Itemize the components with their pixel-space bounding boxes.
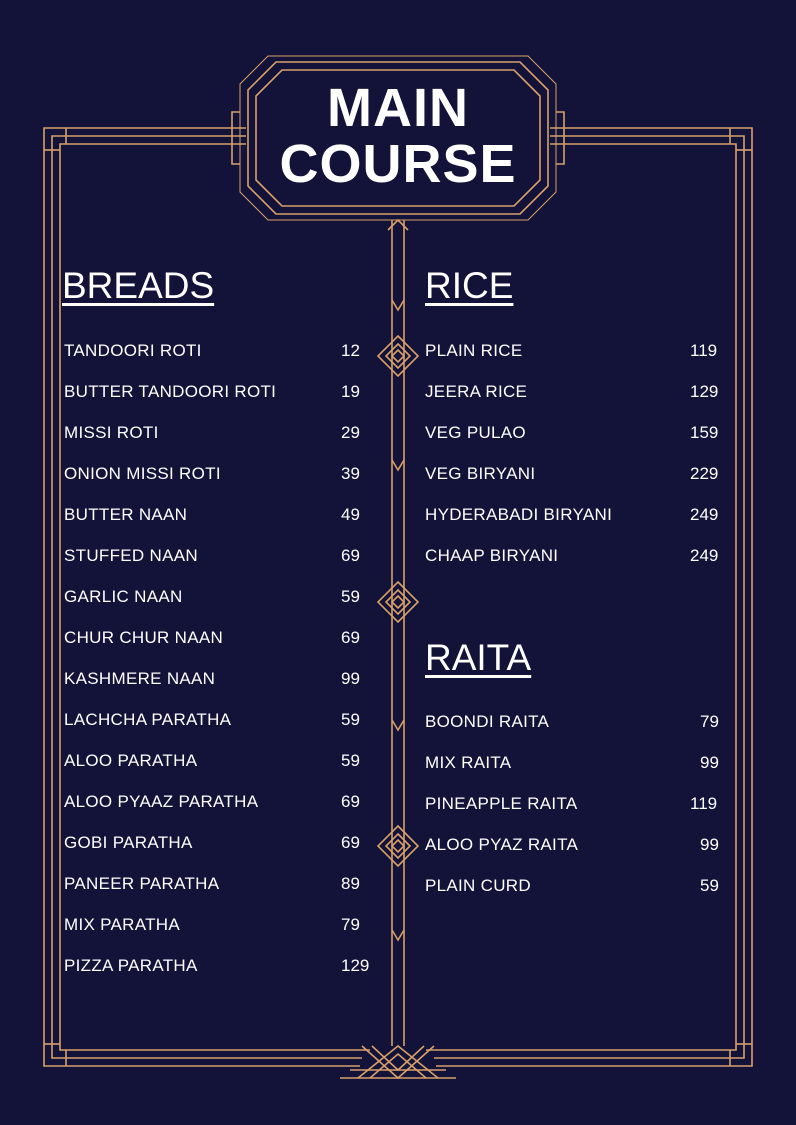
menu-item xyxy=(425,835,735,876)
menu-item xyxy=(64,628,376,669)
menu-item xyxy=(64,341,376,382)
item-name: VEG BIRYANI xyxy=(425,464,536,483)
menu-item xyxy=(425,876,735,917)
item-name: MIX RAITA xyxy=(425,753,512,772)
menu-item xyxy=(64,505,376,546)
item-price: 69 xyxy=(341,833,360,852)
menu-item xyxy=(425,464,735,505)
item-price: 249 xyxy=(690,546,719,565)
raita-heading: RAITA xyxy=(425,637,532,678)
item-name: MISSI ROTI xyxy=(64,423,159,442)
item-price: 49 xyxy=(341,505,360,524)
menu-item xyxy=(425,382,735,423)
item-name: GOBI PARATHA xyxy=(64,833,193,852)
menu-item xyxy=(64,382,376,423)
item-price: 159 xyxy=(690,423,719,442)
rice-heading: RICE xyxy=(425,265,514,306)
item-price: 59 xyxy=(341,710,360,729)
item-price: 29 xyxy=(341,423,360,442)
item-name: LACHCHA PARATHA xyxy=(64,710,232,729)
item-price: 79 xyxy=(341,915,360,934)
title-line-1: MAIN xyxy=(327,78,469,138)
item-price: 69 xyxy=(341,546,360,565)
item-price: 59 xyxy=(341,587,360,606)
menu-item xyxy=(425,753,735,794)
menu-item xyxy=(64,956,376,997)
item-name: ALOO PARATHA xyxy=(64,751,198,770)
menu-item xyxy=(64,546,376,587)
item-price: 69 xyxy=(341,792,360,811)
item-name: MIX PARATHA xyxy=(64,915,181,934)
item-name: VEG PULAO xyxy=(425,423,526,442)
item-price: 12 xyxy=(341,341,360,360)
item-price: 119 xyxy=(690,341,718,360)
menu-item xyxy=(64,587,376,628)
item-price: 79 xyxy=(700,712,719,731)
item-price: 99 xyxy=(341,669,360,688)
page-title xyxy=(250,80,546,192)
item-name: PLAIN CURD xyxy=(425,876,531,895)
menu-item xyxy=(64,669,376,710)
menu-item xyxy=(425,341,735,382)
item-price: 59 xyxy=(341,751,360,770)
menu-item xyxy=(64,464,376,505)
menu-item xyxy=(64,710,376,751)
item-price: 39 xyxy=(341,464,360,483)
item-price: 99 xyxy=(700,753,719,772)
menu-item xyxy=(64,874,376,915)
menu-item xyxy=(64,423,376,464)
item-name: GARLIC NAAN xyxy=(64,587,183,606)
item-price: 229 xyxy=(690,464,719,483)
menu-item xyxy=(64,915,376,956)
item-price: 129 xyxy=(690,382,719,401)
item-price: 19 xyxy=(341,382,360,401)
raita-list xyxy=(425,712,735,917)
item-name: JEERA RICE xyxy=(425,382,528,401)
menu-item xyxy=(425,712,735,753)
item-name: PIZZA PARATHA xyxy=(64,956,198,975)
item-name: KASHMERE NAAN xyxy=(64,669,216,688)
item-name: TANDOORI ROTI xyxy=(64,341,202,360)
menu-item xyxy=(64,792,376,833)
breads-heading: BREADS xyxy=(62,265,215,306)
item-name: ALOO PYAZ RAITA xyxy=(425,835,579,854)
item-name: CHUR CHUR NAAN xyxy=(64,628,224,647)
menu-item xyxy=(64,751,376,792)
item-name: ALOO PYAAZ PARATHA xyxy=(64,792,259,811)
rice-list xyxy=(425,341,735,587)
item-price: 129 xyxy=(341,956,370,975)
item-name: PINEAPPLE RAITA xyxy=(425,794,578,813)
item-name: ONION MISSI ROTI xyxy=(64,464,221,483)
item-price: 69 xyxy=(341,628,360,647)
item-name: PANEER PARATHA xyxy=(64,874,220,893)
item-name: HYDERABADI BIRYANI xyxy=(425,505,613,524)
item-name: BUTTER NAAN xyxy=(64,505,188,524)
item-name: BUTTER TANDOORI ROTI xyxy=(64,382,277,401)
menu-item xyxy=(425,505,735,546)
item-name: BOONDI RAITA xyxy=(425,712,550,731)
menu-item xyxy=(425,546,735,587)
item-name: PLAIN RICE xyxy=(425,341,523,360)
title-line-2: COURSE xyxy=(279,134,517,194)
item-price: 119 xyxy=(690,794,718,813)
menu-item xyxy=(425,794,735,835)
item-price: 249 xyxy=(690,505,719,524)
menu-item xyxy=(425,423,735,464)
item-price: 99 xyxy=(700,835,719,854)
item-name: STUFFED NAAN xyxy=(64,546,198,565)
item-price: 59 xyxy=(700,876,719,895)
item-price: 89 xyxy=(341,874,360,893)
menu-item xyxy=(64,833,376,874)
item-name: CHAAP BIRYANI xyxy=(425,546,559,565)
breads-list xyxy=(64,341,376,997)
